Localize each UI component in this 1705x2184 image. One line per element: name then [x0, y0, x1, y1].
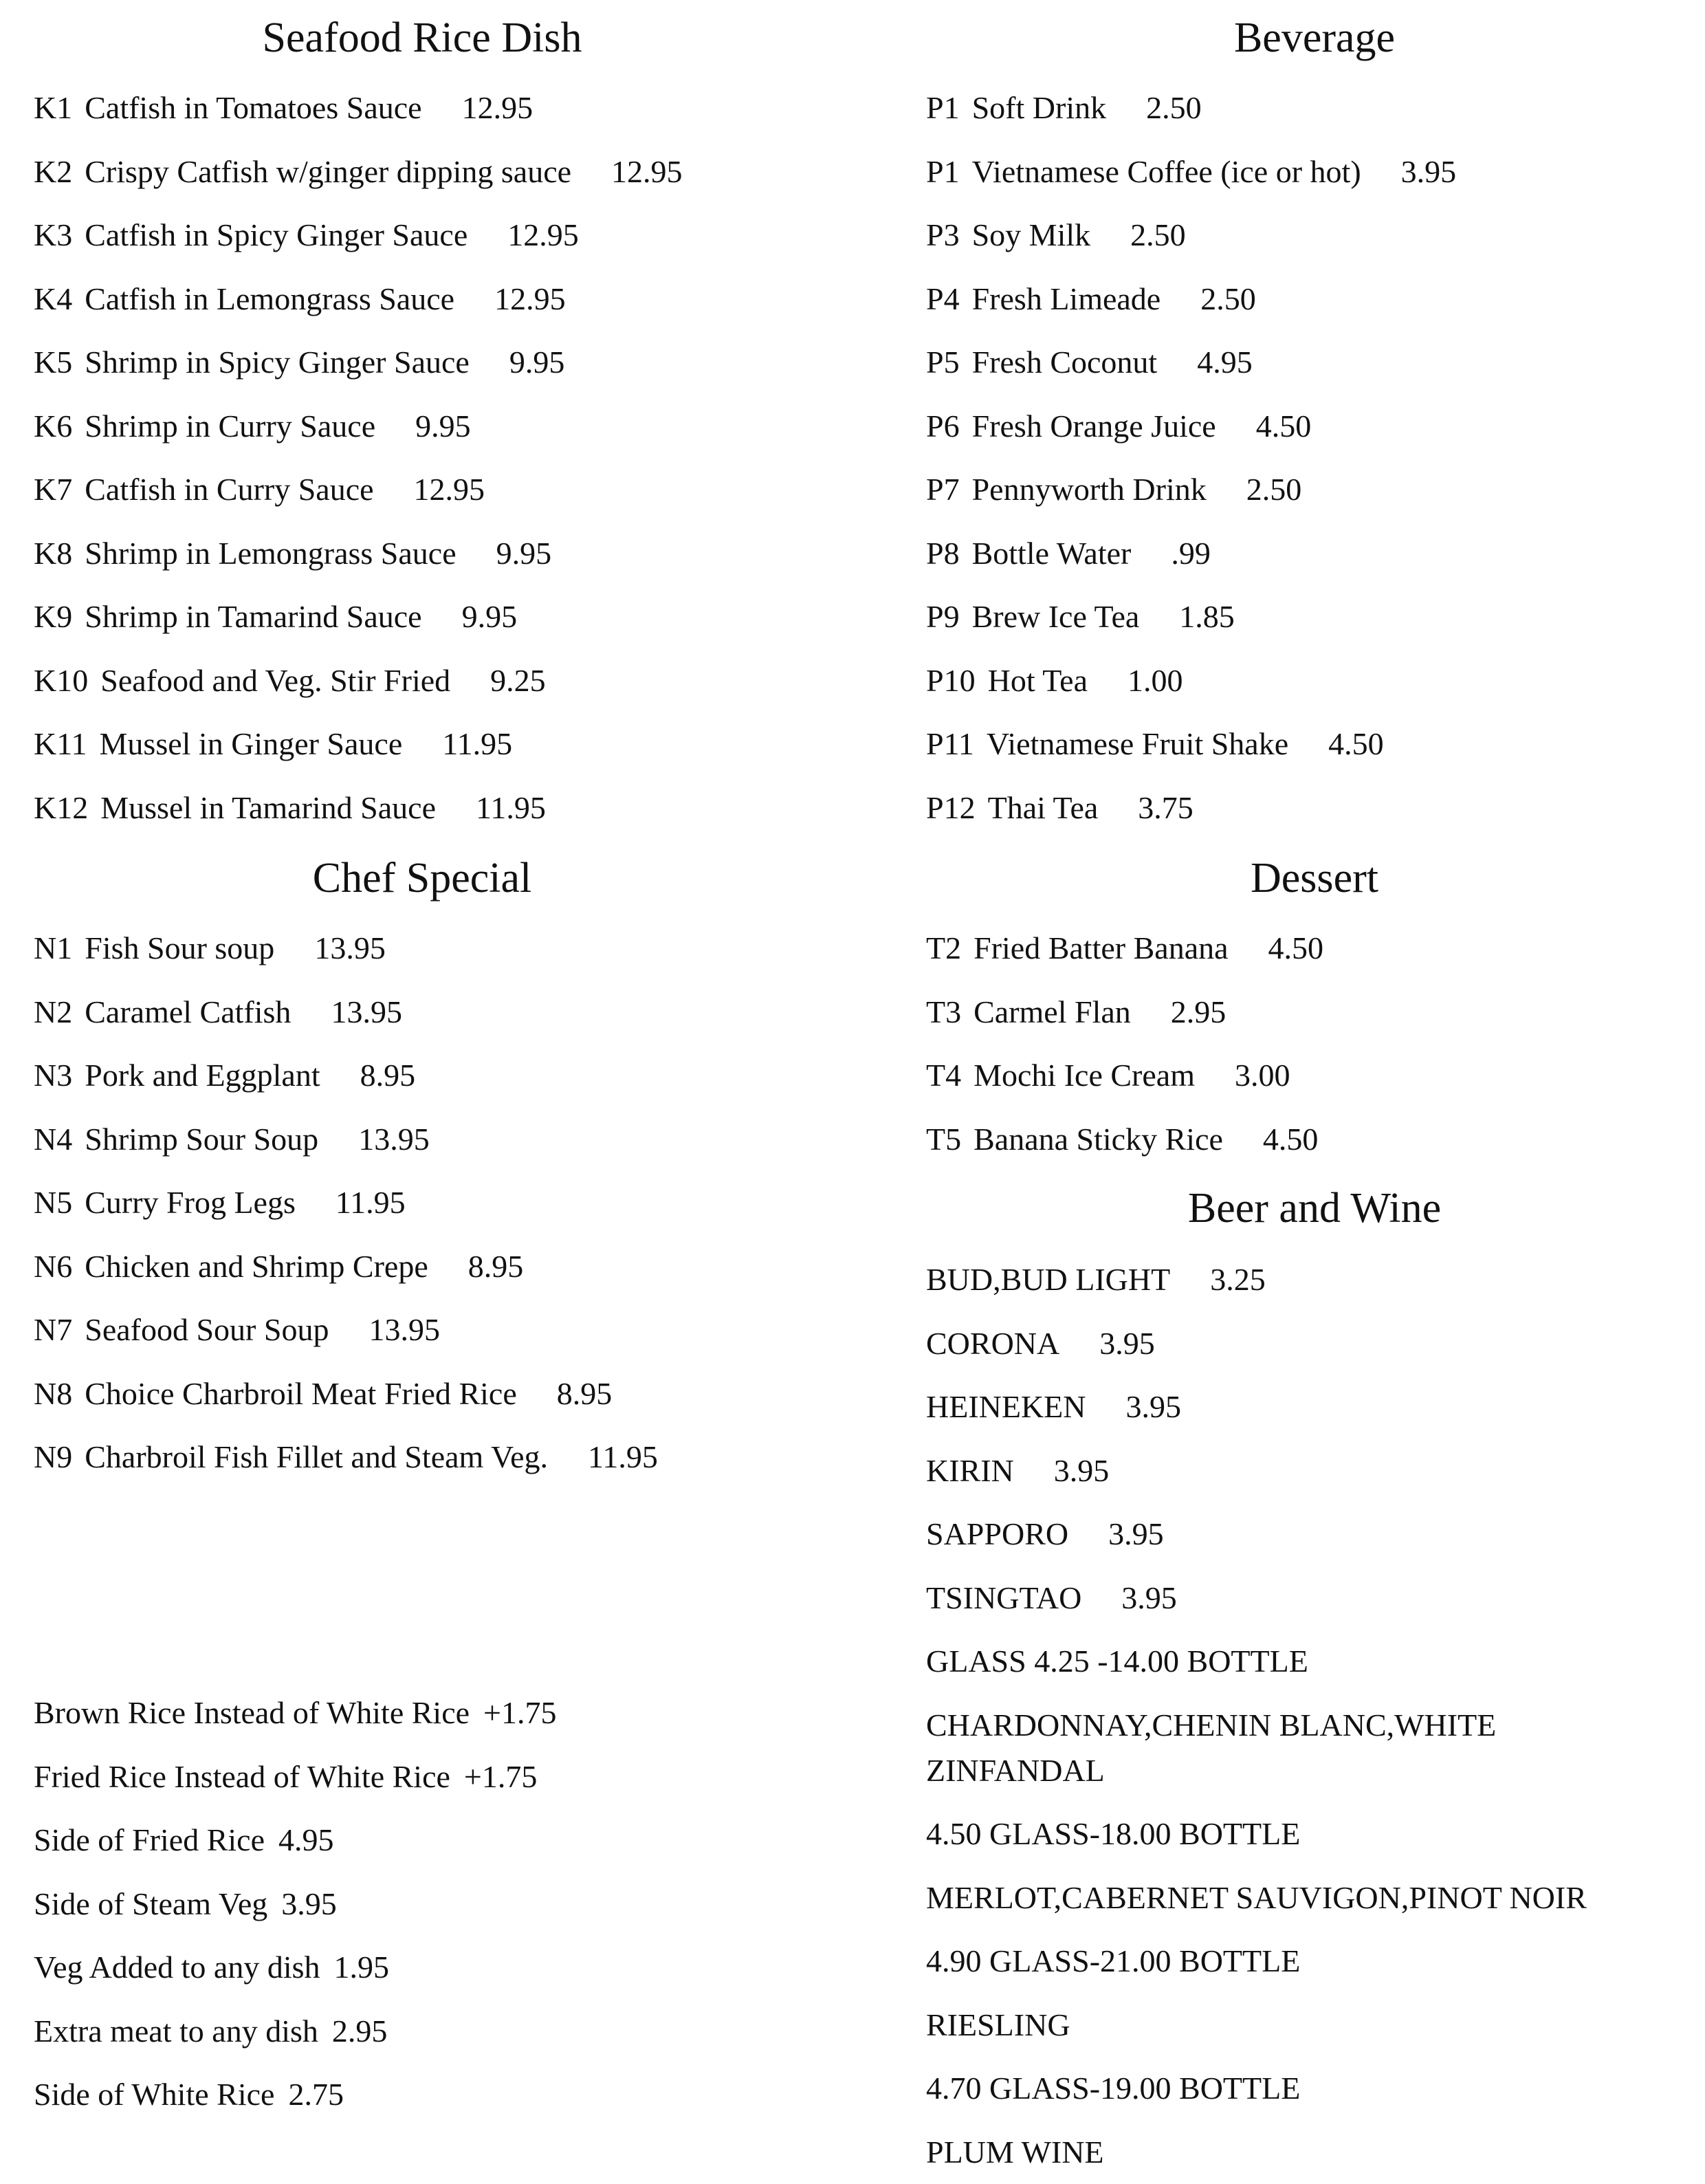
item-price: 8.95	[360, 1058, 416, 1093]
menu-item	[926, 1312, 1587, 1376]
item-name: Extra meat to any dish	[34, 2013, 318, 2049]
item-code: K6	[34, 408, 72, 444]
menu-item	[34, 2063, 556, 2127]
item-code: N5	[34, 1185, 72, 1220]
item-price: 4.50	[1328, 726, 1384, 761]
item-code: K4	[34, 281, 72, 316]
beer-wine-list	[926, 1248, 1587, 2184]
menu-item	[34, 2000, 556, 2064]
item-name: BUD,BUD LIGHT	[926, 1262, 1170, 1297]
item-name: Fresh Limeade	[972, 281, 1161, 316]
item-code: K2	[34, 154, 72, 189]
item-price: 1.95	[334, 1950, 390, 1985]
menu-item	[34, 76, 683, 140]
wine-line	[926, 2121, 1587, 2184]
item-price: .99	[1171, 536, 1211, 571]
item-name: Mussel in Ginger Sauce	[100, 726, 403, 761]
item-code: N9	[34, 1439, 72, 1474]
beverage-list	[926, 76, 1456, 840]
menu-item	[34, 522, 683, 586]
wine-text: 4.70 GLASS-19.00 BOTTLE	[926, 2057, 1587, 2121]
item-name: Soft Drink	[972, 90, 1107, 125]
menu-item	[34, 395, 683, 459]
item-code: P1	[926, 154, 960, 189]
item-price: 1.85	[1179, 599, 1235, 634]
item-price: 4.50	[1256, 408, 1312, 444]
item-name: Catfish in Tomatoes Sauce	[85, 90, 421, 125]
chef-special-list	[34, 917, 658, 1489]
menu-item	[926, 712, 1456, 776]
item-code: P6	[926, 408, 960, 444]
wine-text: CHARDONNAY,CHENIN BLANC,WHITE	[926, 1703, 1587, 1748]
item-code: K11	[34, 726, 87, 761]
menu-item	[926, 917, 1323, 981]
item-name: Choice Charbroil Meat Fried Rice	[85, 1376, 517, 1411]
item-code: T2	[926, 930, 961, 965]
item-code: P10	[926, 663, 976, 698]
menu-item	[34, 1171, 658, 1235]
menu-item	[926, 204, 1456, 267]
menu-item	[926, 585, 1456, 649]
menu-item	[34, 649, 683, 713]
item-code: K9	[34, 599, 72, 634]
item-price: 13.95	[368, 1312, 440, 1347]
item-name: Carmel Flan	[974, 994, 1131, 1029]
item-name: KIRIN	[926, 1453, 1014, 1488]
item-name: Mussel in Tamarind Sauce	[100, 790, 436, 825]
item-name: HEINEKEN	[926, 1389, 1086, 1424]
item-price: 3.75	[1138, 790, 1194, 825]
item-name: Shrimp Sour Soup	[85, 1122, 318, 1157]
item-code: N3	[34, 1058, 72, 1093]
item-name: Shrimp in Curry Sauce	[85, 408, 375, 444]
wine-line	[926, 1802, 1587, 1866]
item-price: 3.95	[1054, 1453, 1110, 1488]
menu-item	[926, 395, 1456, 459]
item-name: Brown Rice Instead of White Rice	[34, 1695, 470, 1730]
item-name: Shrimp in Lemongrass Sauce	[85, 536, 456, 571]
dessert-list	[926, 917, 1323, 1171]
menu-item	[926, 1248, 1587, 1312]
item-code: P1	[926, 90, 960, 125]
menu-item	[34, 1108, 658, 1172]
item-code: P8	[926, 536, 960, 571]
item-name: Bottle Water	[972, 536, 1132, 571]
item-price: 3.95	[281, 1886, 337, 1921]
seafood-list	[34, 76, 683, 840]
item-price: 2.75	[288, 2077, 344, 2112]
item-price: 12.95	[462, 90, 534, 125]
menu-item	[34, 1872, 556, 1936]
wine-text: PLUM WINE	[926, 2121, 1587, 2184]
item-name: Brew Ice Tea	[972, 599, 1140, 634]
menu-item	[34, 1235, 658, 1299]
item-price: 12.95	[414, 472, 485, 507]
item-code: T4	[926, 1058, 961, 1093]
item-price: 9.95	[496, 536, 552, 571]
wine-line	[926, 1930, 1587, 1994]
item-price: 13.95	[314, 930, 386, 965]
item-price: 4.95	[278, 1822, 334, 1857]
item-code: N4	[34, 1122, 72, 1157]
item-name: SAPPORO	[926, 1516, 1068, 1551]
wine-line	[926, 1630, 1587, 1694]
item-name: Catfish in Spicy Ginger Sauce	[85, 217, 468, 252]
beer-list	[926, 1248, 1587, 1630]
item-code: N8	[34, 1376, 72, 1411]
menu-item	[34, 585, 683, 649]
wine-text: 4.90 GLASS-21.00 BOTTLE	[926, 1930, 1587, 1994]
menu-item	[926, 776, 1456, 840]
item-price: 13.95	[358, 1122, 430, 1157]
item-name: Catfish in Lemongrass Sauce	[85, 281, 454, 316]
item-name: Banana Sticky Rice	[974, 1122, 1223, 1157]
item-code: P12	[926, 790, 976, 825]
item-price: 12.95	[494, 281, 566, 316]
menu-item	[926, 331, 1456, 395]
item-code: N7	[34, 1312, 72, 1347]
menu-item	[34, 1681, 556, 1745]
item-code: K5	[34, 345, 72, 380]
item-price: 9.95	[462, 599, 518, 634]
item-price: 11.95	[588, 1439, 658, 1474]
wine-text: GLASS 4.25 -14.00 BOTTLE	[926, 1630, 1587, 1694]
item-name: Soy Milk	[972, 217, 1091, 252]
item-name: Fresh Coconut	[972, 345, 1158, 380]
item-price: 2.50	[1246, 472, 1302, 507]
item-price: 1.00	[1128, 663, 1183, 698]
item-name: Seafood and Veg. Stir Fried	[100, 663, 450, 698]
item-price: 13.95	[331, 994, 402, 1029]
item-price: 8.95	[468, 1249, 524, 1284]
item-code: P7	[926, 472, 960, 507]
extras-list	[34, 1681, 556, 2127]
item-price: 9.95	[509, 345, 565, 380]
item-name: Vietnamese Coffee (ice or hot)	[972, 154, 1361, 189]
menu-item	[926, 458, 1456, 522]
wine-line	[926, 1694, 1587, 1803]
item-price: 3.95	[1108, 1516, 1164, 1551]
item-code: T3	[926, 994, 961, 1029]
item-price: 2.95	[1171, 994, 1226, 1029]
menu-item	[926, 76, 1456, 140]
menu-item	[926, 1044, 1323, 1108]
item-price: 4.50	[1263, 1122, 1319, 1157]
wine-text-continued: ZINFANDAL	[926, 1748, 1587, 1793]
item-price: 3.25	[1210, 1262, 1266, 1297]
item-name: Side of Fried Rice	[34, 1822, 265, 1857]
menu-item	[34, 1936, 556, 2000]
item-name: Pork and Eggplant	[85, 1058, 320, 1093]
item-code: P3	[926, 217, 960, 252]
item-code: P5	[926, 345, 960, 380]
menu-item	[34, 267, 683, 331]
menu-item	[34, 1044, 658, 1108]
item-price: 11.95	[476, 790, 546, 825]
item-price: 3.95	[1126, 1389, 1182, 1424]
item-name: Mochi Ice Cream	[974, 1058, 1195, 1093]
menu-item	[34, 1298, 658, 1362]
item-price: +1.75	[483, 1695, 556, 1730]
item-code: K12	[34, 790, 88, 825]
item-price: 11.95	[336, 1185, 406, 1220]
menu-item	[34, 917, 658, 981]
section-title-dessert: Dessert	[1040, 851, 1590, 906]
item-code: T5	[926, 1122, 961, 1157]
item-name: Fish Sour soup	[85, 930, 274, 965]
item-price: 2.50	[1130, 217, 1186, 252]
section-title-beverage: Beverage	[1040, 10, 1590, 65]
menu-item	[926, 649, 1456, 713]
item-name: Hot Tea	[988, 663, 1088, 698]
item-name: CORONA	[926, 1326, 1059, 1361]
item-name: Curry Frog Legs	[85, 1185, 296, 1220]
item-price: 3.00	[1235, 1058, 1290, 1093]
section-title-chef-special: Chef Special	[147, 851, 697, 906]
menu-item	[34, 1809, 556, 1872]
item-price: 2.95	[332, 2013, 388, 2049]
menu-item	[926, 522, 1456, 586]
wine-line	[926, 1994, 1587, 2057]
item-price: 2.50	[1200, 281, 1256, 316]
item-price: 3.95	[1121, 1580, 1177, 1615]
wine-text: RIESLING	[926, 1994, 1587, 2057]
item-price: 8.95	[557, 1376, 613, 1411]
item-name: Veg Added to any dish	[34, 1950, 320, 1985]
wine-text: MERLOT,CABERNET SAUVIGON,PINOT NOIR	[926, 1866, 1587, 1930]
item-code: K1	[34, 90, 72, 125]
menu-item	[34, 981, 658, 1045]
item-name: Shrimp in Spicy Ginger Sauce	[85, 345, 470, 380]
item-name: Vietnamese Fruit Shake	[987, 726, 1288, 761]
menu-item	[926, 1566, 1587, 1630]
menu-item	[926, 1108, 1323, 1172]
item-name: Catfish in Curry Sauce	[85, 472, 373, 507]
menu-item	[34, 331, 683, 395]
menu-item	[34, 1426, 658, 1489]
item-price: +1.75	[464, 1759, 537, 1794]
item-price: 9.95	[415, 408, 471, 444]
item-code: K8	[34, 536, 72, 571]
item-name: Thai Tea	[988, 790, 1099, 825]
menu-item	[34, 712, 683, 776]
item-code: P4	[926, 281, 960, 316]
item-name: Side of White Rice	[34, 2077, 274, 2112]
menu-item	[926, 267, 1456, 331]
menu-item	[34, 458, 683, 522]
item-code: K3	[34, 217, 72, 252]
item-code: P11	[926, 726, 974, 761]
section-title-beer-and-wine: Beer and Wine	[1040, 1181, 1590, 1236]
wine-line	[926, 1866, 1587, 1930]
item-code: K10	[34, 663, 88, 698]
menu-item	[926, 981, 1323, 1045]
item-name: Chicken and Shrimp Crepe	[85, 1249, 428, 1284]
wine-line	[926, 2057, 1587, 2121]
item-code: P9	[926, 599, 960, 634]
wine-text: 4.50 GLASS-18.00 BOTTLE	[926, 1802, 1587, 1866]
item-price: 12.95	[611, 154, 683, 189]
menu-item	[926, 1375, 1587, 1439]
item-name: Fresh Orange Juice	[972, 408, 1216, 444]
item-name: Side of Steam Veg	[34, 1886, 267, 1921]
item-name: Seafood Sour Soup	[85, 1312, 329, 1347]
item-code: K7	[34, 472, 72, 507]
section-title-seafood-rice-dish: Seafood Rice Dish	[147, 10, 697, 65]
item-price: 2.50	[1146, 90, 1202, 125]
item-price: 12.95	[507, 217, 579, 252]
item-price: 4.50	[1268, 930, 1324, 965]
item-name: Caramel Catfish	[85, 994, 291, 1029]
item-name: Fried Rice Instead of White Rice	[34, 1759, 450, 1794]
item-code: N6	[34, 1249, 72, 1284]
menu-item	[926, 1503, 1587, 1566]
wine-list	[926, 1630, 1587, 2184]
menu-item	[34, 140, 683, 204]
item-price: 11.95	[442, 726, 512, 761]
item-name: Charbroil Fish Fillet and Steam Veg.	[85, 1439, 548, 1474]
item-price: 3.95	[1401, 154, 1457, 189]
menu-item	[34, 1362, 658, 1426]
item-name: Shrimp in Tamarind Sauce	[85, 599, 421, 634]
item-code: N2	[34, 994, 72, 1029]
menu-item	[34, 776, 683, 840]
item-price: 4.95	[1197, 345, 1253, 380]
menu-item	[34, 204, 683, 267]
item-name: TSINGTAO	[926, 1580, 1081, 1615]
item-name: Fried Batter Banana	[974, 930, 1228, 965]
item-price: 3.95	[1099, 1326, 1155, 1361]
item-price: 9.25	[490, 663, 546, 698]
menu-item	[926, 1439, 1587, 1503]
item-name: Pennyworth Drink	[972, 472, 1207, 507]
menu-item	[34, 1745, 556, 1809]
item-code: N1	[34, 930, 72, 965]
menu-item	[926, 140, 1456, 204]
item-name: Crispy Catfish w/ginger dipping sauce	[85, 154, 571, 189]
